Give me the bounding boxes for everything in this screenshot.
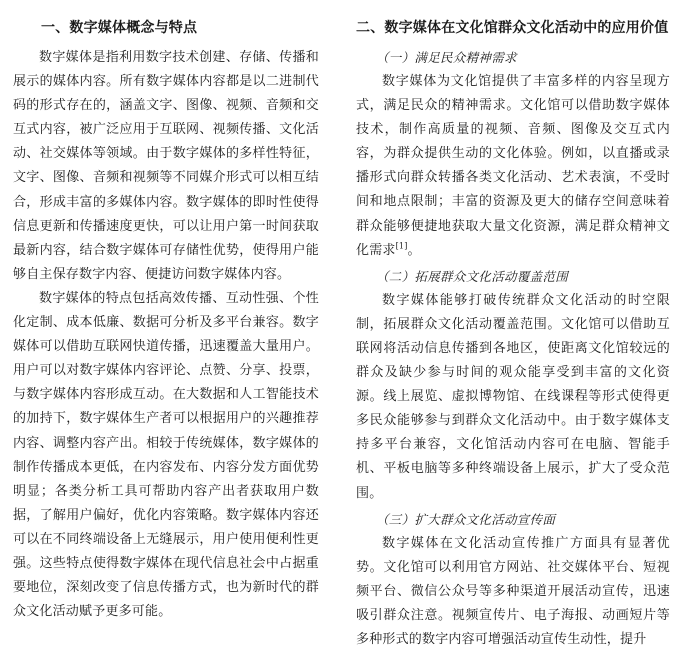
paragraph-4: 数字媒体能够打破传统群众文化活动的时空限制，拓展群众文化活动覆盖范围。文化馆可以借助互联网将活动信息传播到各地区，使距离文化馆较远的群众及缺少参与时间的观众能享受到丰富的文化资源。线上展览、虚拟博物馆、在线课程等形式使得更多民众能够参与到群众文化活动中。由于数字媒体支持多平台兼容，文化馆活动内容可在电脑、智能手机、平板电脑等多种终端设备上展示，扩大了受众范围。 xyxy=(356,292,670,501)
right-column xyxy=(356,0,670,652)
subheading-2: （二）拓展群众文化活动覆盖范围 xyxy=(376,268,569,284)
paragraph-5: 数字媒体在文化活动宣传推广方面具有显著优势。文化馆可以利用官方网站、社交媒体平台、短视频平台、微信公众号等多种渠道开展活动宣传，迅速吸引群众注意。视频宣传片、电子海报、动画短片等多种形式的数字内容可增强活动宣传生动性，提升 xyxy=(356,535,670,647)
citation-ref[interactable]: [1] xyxy=(395,241,408,251)
section-heading-1: 一、数字媒体概念与特点 xyxy=(41,20,198,36)
paragraph-3 xyxy=(356,70,670,263)
subheading-3: （三）扩大群众文化活动宣传面 xyxy=(376,511,556,527)
left-column xyxy=(13,0,319,624)
paragraph-3-end: 。 xyxy=(407,242,421,258)
subheading-1: （一）满足民众精神需求 xyxy=(376,50,517,65)
paragraph-3-text: 数字媒体为文化馆提供了丰富多样的内容呈现方式，满足民众的精神需求。文化馆可以借助数字媒体技术，制作高质量的视频、音频、图像及交互式内容，为群众提供生动的文化体验。例如，以直播或录播形式向群众转播各类文化活动、艺术表演，不受时间和地点限制；丰富的资源及更大的储存空间意味着群众能够便捷地获取大量文化资源，满足群众精神文化需求 xyxy=(356,74,670,258)
paragraph-2: 数字媒体的特点包括高效传播、互动性强、个性化定制、成本低廉、数据可分析及多平台兼容。数字媒体可以借助互联网快道传播，迅速覆盖大量用户。用户可以对数字媒体内容评论、点赞、分享、投票，与数字媒体内容形成互动。在大数据和人工智能技术的加持下，数字媒体生产者可以根据用户的兴趣推荐内容、调整内容产出。相较于传统媒体，数字媒体的制作传播成本更低，在内容发布、内容分发方面优势明显；各类分析工具可帮助内容产出者获取用户数据，了解用户偏好，优化内容策略。数字媒体内容还可以在不同终端设备上无缝展示，用户使用便利性更强。这些特点使得数字媒体在现代信息社会中占据重要地位，深刻改变了信息传播方式，也为新时代的群众文化活动赋予更多可能。 xyxy=(13,290,319,620)
section-heading-2: 二、数字媒体在文化馆群众文化活动中的应用价值 xyxy=(356,20,669,36)
paragraph-1: 数字媒体是指利用数字技术创建、存储、传播和展示的媒体内容。所有数字媒体内容都是以二进制代码的形式存在的，涵盖文字、图像、视频、音频和交互式内容，被广泛应用于互联网、视频传播、文化活动、社交媒体等领域。由于数字媒体的多样性特征，文字、图像、音频和视频等不同媒介形式可以相互结合，形成丰富的多媒体内容。数字媒体的即时性使得信息更新和传播速度更快，可以让用户第一时间获取最新内容，结合数字媒体可存储性优势，使得用户能够自主保存数字内容、便捷访问数字媒体内容。 xyxy=(13,50,319,282)
